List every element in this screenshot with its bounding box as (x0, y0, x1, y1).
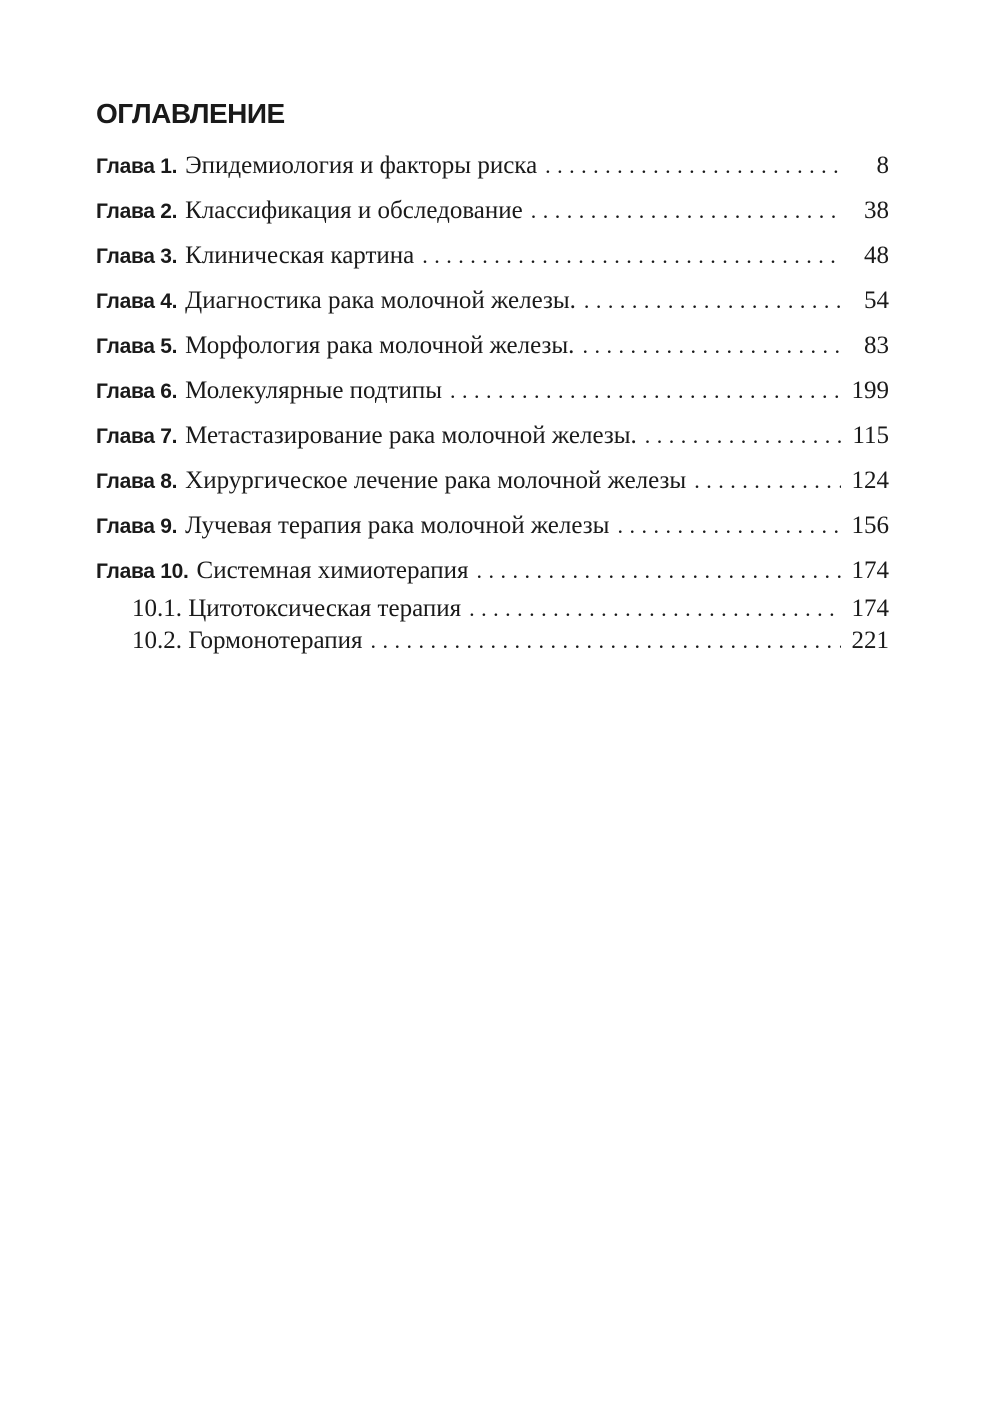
dot-leader (469, 596, 841, 622)
dot-leader (645, 423, 841, 449)
toc-entry-chapter-3[interactable] (96, 242, 889, 287)
toc-entry-chapter-1[interactable] (96, 152, 889, 197)
dot-leader (617, 513, 841, 539)
dot-leader (545, 153, 841, 179)
chapter-label: Глава 4. (96, 290, 178, 313)
page-number: 199 (851, 377, 889, 404)
dot-leader (477, 558, 841, 584)
chapter-label: Глава 8. (96, 470, 178, 493)
page-number: 83 (864, 332, 889, 359)
dot-leader (584, 288, 841, 314)
toc-entry-chapter-6[interactable] (96, 377, 889, 422)
toc-entry-chapter-10[interactable] (96, 557, 889, 595)
toc-entry-subsection-10-1[interactable] (96, 595, 889, 627)
chapter-label: Глава 3. (96, 245, 178, 268)
toc-entry-chapter-4[interactable] (96, 287, 889, 332)
page-number: 124 (851, 467, 889, 494)
chapter-label: Глава 5. (96, 335, 178, 358)
chapter-title: Системная химиотерапия (196, 557, 469, 584)
chapter-title: Морфология рака молочной железы. (185, 332, 575, 359)
chapter-label: Глава 6. (96, 380, 178, 403)
chapter-title: Молекулярные подтипы (185, 377, 443, 404)
chapter-title: Хирургическое лечение рака молочной железы (185, 467, 687, 494)
chapter-label: Глава 10. (96, 560, 189, 583)
chapter-label: Глава 1. (96, 155, 178, 178)
chapter-title: Эпидемиология и факторы риска (185, 152, 538, 179)
page-number: 174 (851, 595, 889, 622)
chapter-label: Глава 2. (96, 200, 178, 223)
chapter-title: Классификация и обследование (185, 197, 523, 224)
page-number: 48 (864, 242, 889, 269)
dot-leader (422, 243, 841, 269)
subsection-title: 10.2. Гормонотерапия (132, 627, 363, 654)
chapter-title: Метастазирование рака молочной железы. (185, 422, 637, 449)
chapter-label: Глава 9. (96, 515, 178, 538)
toc-entry-chapter-2[interactable] (96, 197, 889, 242)
page-number: 174 (851, 557, 889, 584)
page-number: 156 (851, 512, 889, 539)
subsection-title: 10.1. Цитотоксическая терапия (132, 595, 462, 622)
toc-entry-chapter-9[interactable] (96, 512, 889, 557)
dot-leader (371, 628, 841, 654)
chapter-title: Диагностика рака молочной железы. (185, 287, 576, 314)
dot-leader (582, 333, 841, 359)
dot-leader (694, 468, 841, 494)
page-number: 38 (864, 197, 889, 224)
toc-entry-subsection-10-2[interactable] (96, 627, 889, 659)
chapter-title: Лучевая терапия рака молочной железы (185, 512, 610, 539)
table-of-contents (96, 152, 889, 659)
page-number: 115 (852, 422, 889, 449)
chapter-label: Глава 7. (96, 425, 178, 448)
toc-entry-chapter-5[interactable] (96, 332, 889, 377)
dot-leader (450, 378, 841, 404)
page-title: ОГЛАВЛЕНИЕ (96, 98, 285, 129)
dot-leader (531, 198, 841, 224)
toc-entry-chapter-8[interactable] (96, 467, 889, 512)
toc-entry-chapter-7[interactable] (96, 422, 889, 467)
page-number: 221 (851, 627, 889, 654)
chapter-title: Клиническая картина (185, 242, 415, 269)
page-number: 8 (876, 152, 889, 179)
page-number: 54 (864, 287, 889, 314)
